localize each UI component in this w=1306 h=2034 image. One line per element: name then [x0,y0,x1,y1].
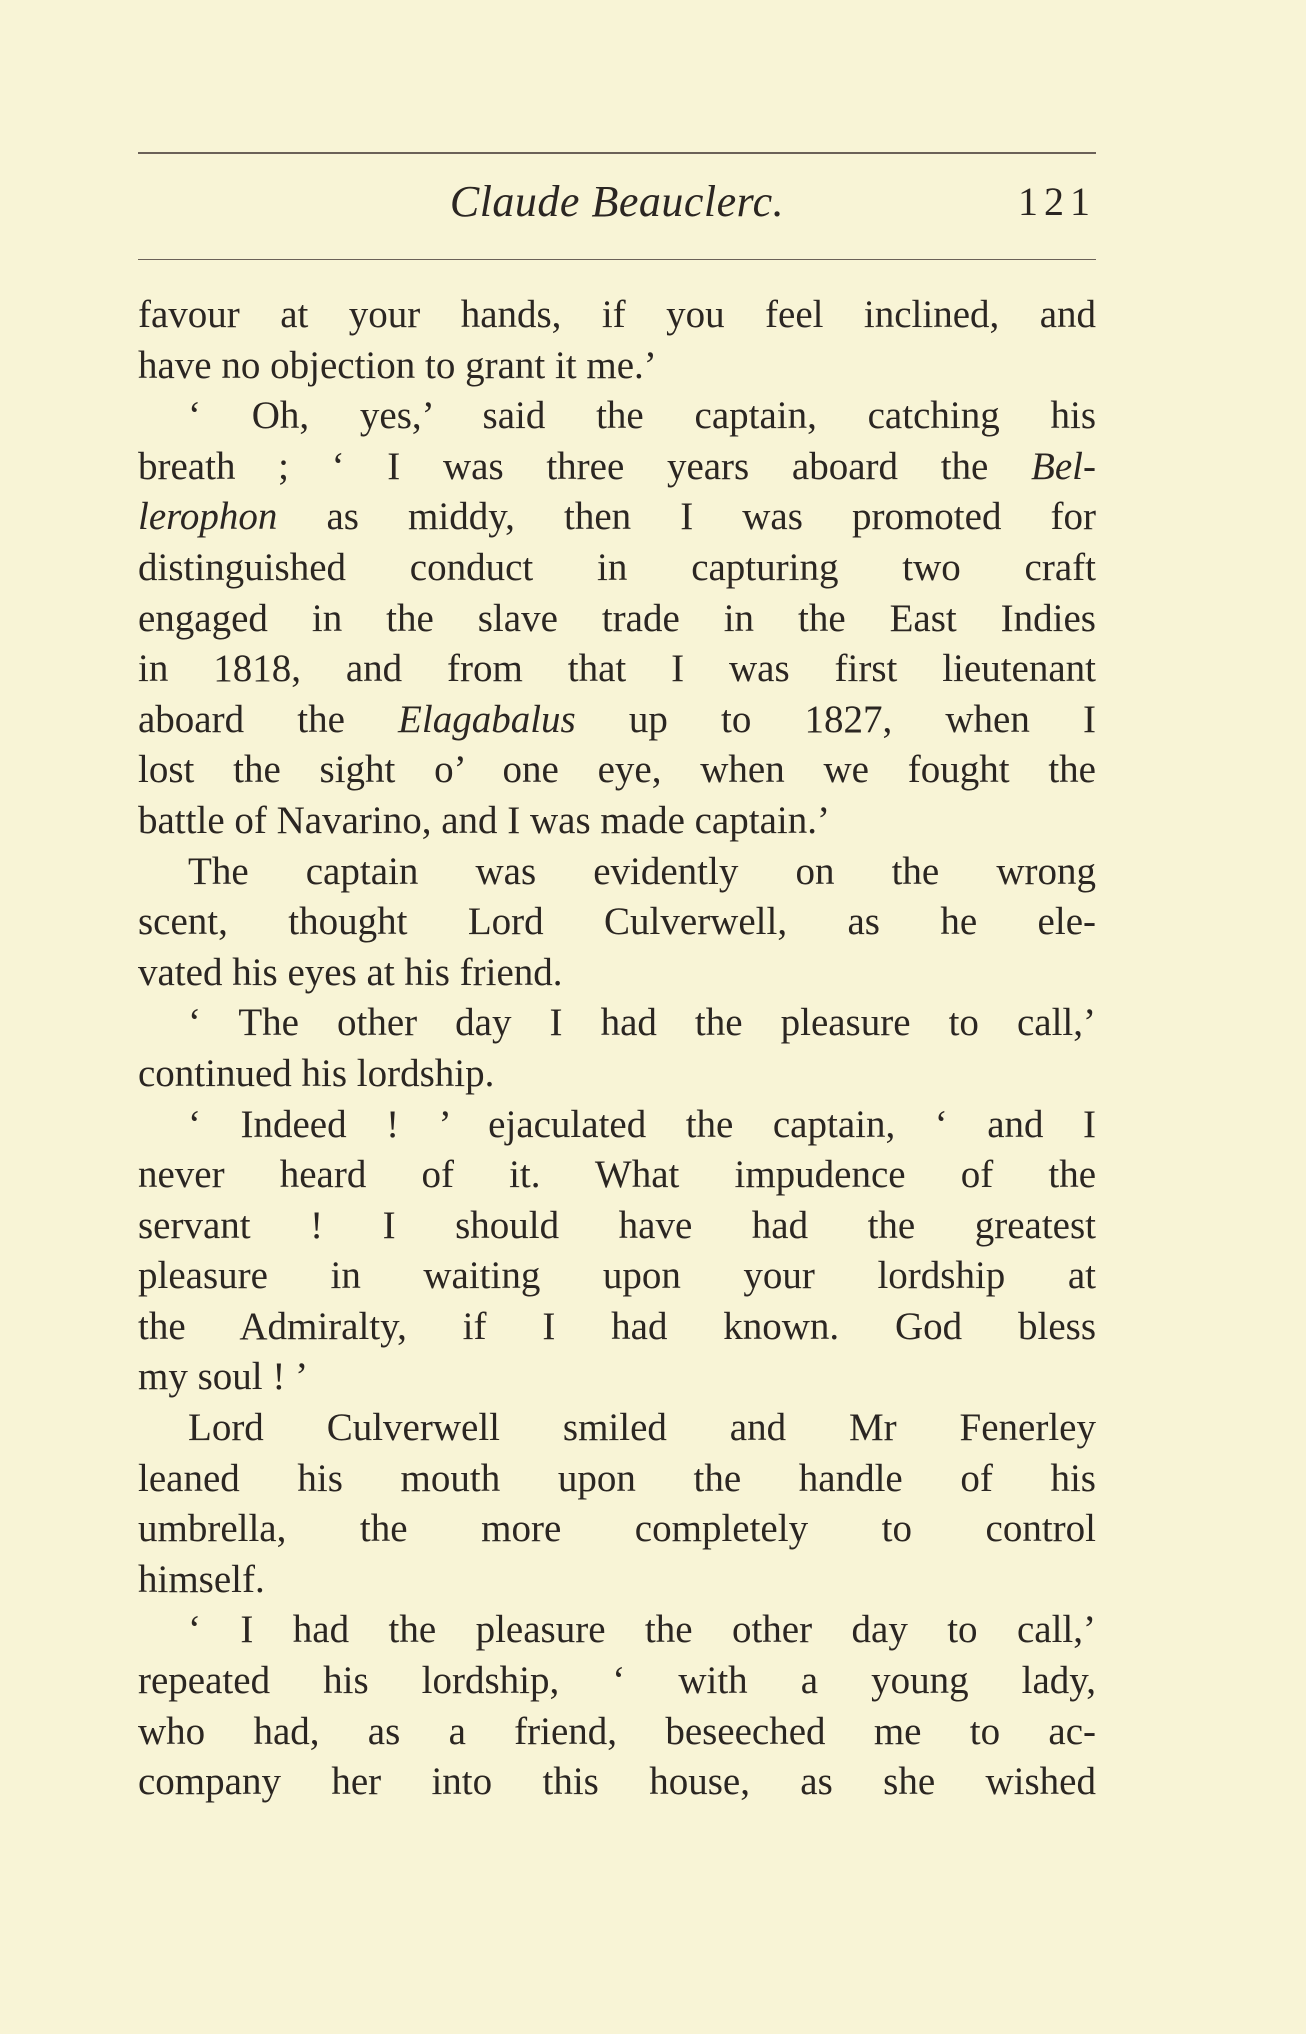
header-rule-top [138,152,1096,154]
text-line [138,1049,1096,1100]
text-line [138,847,1096,898]
text-line [138,1454,1096,1505]
text-line [138,1251,1096,1302]
text-segment: ‘ Oh, yes,’ said the captain, catching his [188,394,1096,438]
text-segment: who had, as a friend, beseeched me to ac- [138,1709,1096,1753]
text-segment: as middy, then I was promoted for [277,495,1096,539]
text-segment: ‘ I had the pleasure the other day to call,’ [188,1608,1096,1652]
text-line [138,1656,1096,1707]
text-line [138,1201,1096,1252]
text-line [138,543,1096,594]
text-segment: continued his lordship. [138,1051,495,1095]
header-rule-bottom [138,259,1096,260]
text-segment: Lord Culverwell smiled and Mr Fenerley [188,1406,1096,1450]
text-segment: favour at your hands, if you feel inclined, and [138,293,1096,336]
text-line [138,1403,1096,1454]
text-line [138,1605,1096,1656]
text-line [138,1707,1096,1758]
italic-text: Elagabalus [398,697,576,741]
text-segment: vated his eyes at his friend. [138,950,563,994]
text-segment: The captain was evidently on the wrong [188,849,1096,893]
text-line [138,1100,1096,1151]
text-segment: aboard the [138,697,399,741]
text-line [138,1302,1096,1353]
italic-text: Bel- [1031,444,1096,488]
text-segment: my soul ! ’ [138,1355,309,1399]
text-segment: umbrella, the more completely to control [138,1507,1096,1551]
text-segment: scent, thought Lord Culverwell, as he ele- [138,900,1096,944]
text-line [138,290,1096,341]
text-line [138,948,1096,999]
text-line [138,442,1096,493]
text-segment: never heard of it. What impudence of the [138,1153,1096,1197]
text-segment: company her into this house, as she wished [138,1760,1096,1804]
running-head [138,172,1096,232]
text-line [138,998,1096,1049]
text-line [138,695,1096,746]
text-segment: up to 1827, when I [575,697,1096,741]
text-line [138,492,1096,543]
text-segment: servant ! I should have had the greatest [138,1203,1096,1247]
text-line [138,594,1096,645]
text-segment: ‘ Indeed ! ’ ejaculated the captain, ‘ and I [188,1102,1096,1146]
text-line [138,1150,1096,1201]
text-segment: pleasure in waiting upon your lordship at [138,1254,1096,1298]
text-line [138,897,1096,948]
text-segment: battle of Navarino, and I was made captain.’ [138,798,830,842]
text-segment: have no objection to grant it me.’ [138,343,657,387]
text-segment: repeated his lordship, ‘ with a young lady, [138,1659,1096,1703]
text-line [138,1555,1096,1606]
text-segment: the Admiralty, if I had known. God bless [138,1304,1096,1348]
text-segment: leaned his mouth upon the handle of his [138,1456,1096,1500]
text-line [138,391,1096,442]
text-line [138,1352,1096,1403]
text-segment: distinguished conduct in capturing two craft [138,545,1096,589]
text-line [138,745,1096,796]
text-segment: lost the sight o’ one eye, when we fought the [138,748,1096,792]
text-segment: ‘ The other day I had the pleasure to call,’ [188,1001,1096,1045]
running-title: Claude Beauclerc. [449,177,785,226]
italic-text: lerophon [138,495,278,539]
body-text [138,290,1096,1808]
text-segment: breath ; ‘ I was three years aboard the [138,444,1032,488]
text-line [138,1757,1096,1808]
text-segment: engaged in the slave trade in the East Indies [138,596,1096,640]
page-number: 121 [1018,179,1096,224]
text-line [138,341,1096,392]
text-segment: in 1818, and from that I was first lieutenant [138,647,1096,691]
text-line [138,644,1096,695]
text-segment: himself. [138,1557,265,1601]
text-line [138,796,1096,847]
text-line [138,1504,1096,1555]
